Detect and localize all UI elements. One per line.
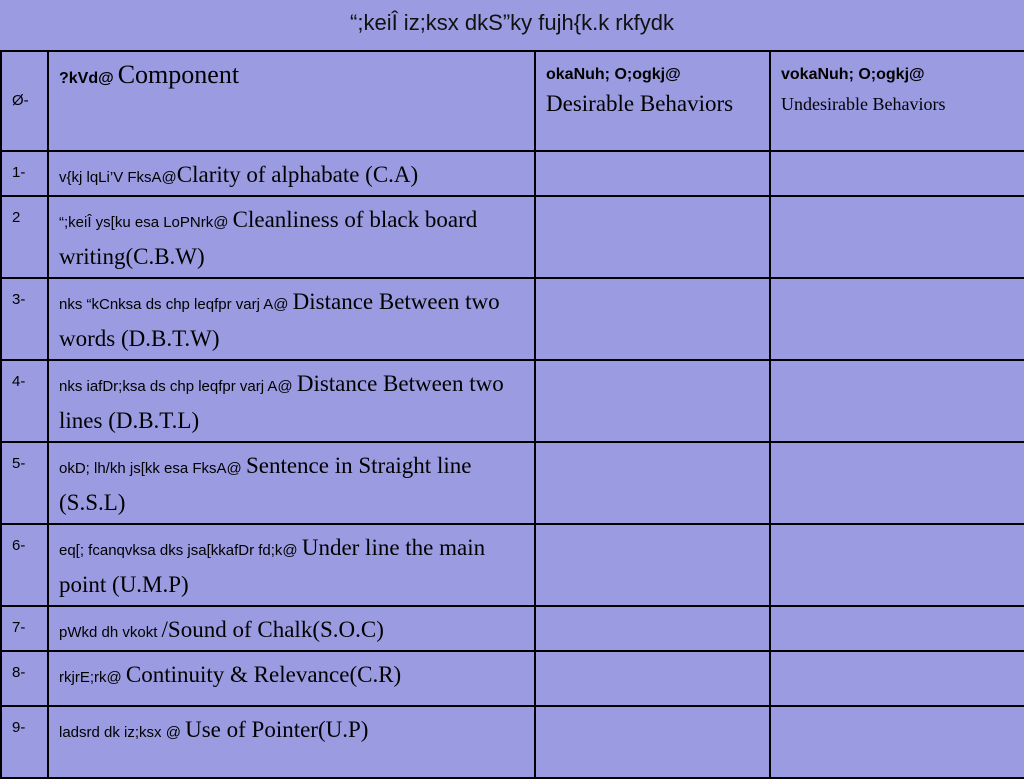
component-en: /Sound of Chalk(S.O.C)	[161, 617, 384, 642]
table-row	[1, 196, 1024, 278]
table-row	[1, 524, 1024, 606]
desirable-cell[interactable]	[535, 196, 770, 278]
table-row	[1, 706, 1024, 778]
header-desirable-en: Desirable Behaviors	[546, 91, 734, 116]
header-undesirable-en: Undesirable Behaviors	[781, 94, 946, 114]
observation-table	[0, 50, 1024, 779]
row-number: 3-	[12, 291, 26, 308]
component-hi: v{kj lqLi’V FksA@	[59, 169, 177, 186]
undesirable-cell[interactable]	[770, 706, 1024, 778]
component-hi: nks iafDr;ksa ds chp leqfpr varj A@	[59, 378, 297, 395]
row-number: 6-	[12, 537, 26, 554]
header-component-en: Component	[117, 60, 240, 89]
component-en: Under line the main point (U.M.P)	[59, 535, 486, 597]
header-desirable-hi: okaNuh; O;ogkj@	[546, 66, 681, 83]
desirable-cell[interactable]	[535, 524, 770, 606]
component-en: Clarity of alphabate (C.A)	[176, 162, 419, 187]
header-undesirable-hi: vokaNuh; O;ogkj@	[781, 66, 925, 83]
undesirable-cell[interactable]	[770, 606, 1024, 651]
row-number: 9-	[12, 719, 26, 736]
component-hi: eq[; fcanqvksa dks jsa[kkafDr fd;k@	[59, 542, 302, 559]
undesirable-cell[interactable]	[770, 196, 1024, 278]
component-en: Sentence in Straight line (S.S.L)	[59, 453, 472, 515]
page-title: “;keiÎ iz;ksx dkS”ky fujh{k.k rkfydk	[350, 10, 674, 35]
table-row	[1, 151, 1024, 196]
row-number: 2	[12, 209, 21, 226]
table-row	[1, 360, 1024, 442]
header-serial: Ø-	[12, 92, 29, 109]
row-number: 5-	[12, 455, 26, 472]
component-en: Distance Between two lines (D.B.T.L)	[59, 371, 504, 433]
component-hi: “;keiÎ ys[ku esa LoPNrk@	[59, 214, 233, 231]
table-header-row	[1, 51, 1024, 151]
desirable-cell[interactable]	[535, 278, 770, 360]
header-serial-cell	[1, 51, 48, 151]
table-row	[1, 278, 1024, 360]
row-number: 1-	[12, 164, 26, 181]
row-number: 8-	[12, 664, 26, 681]
desirable-cell[interactable]	[535, 151, 770, 196]
component-hi: ladsrd dk iz;ksx @	[59, 724, 186, 741]
row-number: 4-	[12, 373, 26, 390]
header-component-hi: ?kVd@	[59, 70, 114, 87]
undesirable-cell[interactable]	[770, 651, 1024, 706]
header-undesirable-cell	[770, 51, 1024, 151]
desirable-cell[interactable]	[535, 442, 770, 524]
table-row	[1, 651, 1024, 706]
undesirable-cell[interactable]	[770, 360, 1024, 442]
component-en: Use of Pointer(U.P)	[185, 717, 369, 742]
desirable-cell[interactable]	[535, 706, 770, 778]
component-hi: rkjrE;rk@	[59, 669, 126, 686]
component-hi: nks “kCnksa ds chp leqfpr varj A@	[59, 296, 293, 313]
undesirable-cell[interactable]	[770, 278, 1024, 360]
undesirable-cell[interactable]	[770, 524, 1024, 606]
desirable-cell[interactable]	[535, 360, 770, 442]
table-row	[1, 442, 1024, 524]
component-en: Continuity & Relevance(C.R)	[125, 662, 402, 687]
component-en: Distance Between two words (D.B.T.W)	[59, 289, 500, 351]
desirable-cell[interactable]	[535, 606, 770, 651]
undesirable-cell[interactable]	[770, 442, 1024, 524]
component-hi: okD; lh/kh js[kk esa FksA@	[59, 460, 246, 477]
table-row	[1, 606, 1024, 651]
undesirable-cell[interactable]	[770, 151, 1024, 196]
row-number: 7-	[12, 619, 26, 636]
component-hi: pWkd dh vkokt	[59, 624, 162, 641]
desirable-cell[interactable]	[535, 651, 770, 706]
component-en: Cleanliness of black board writing(C.B.W)	[59, 207, 478, 269]
header-component-cell	[48, 51, 535, 151]
header-desirable-cell	[535, 51, 770, 151]
